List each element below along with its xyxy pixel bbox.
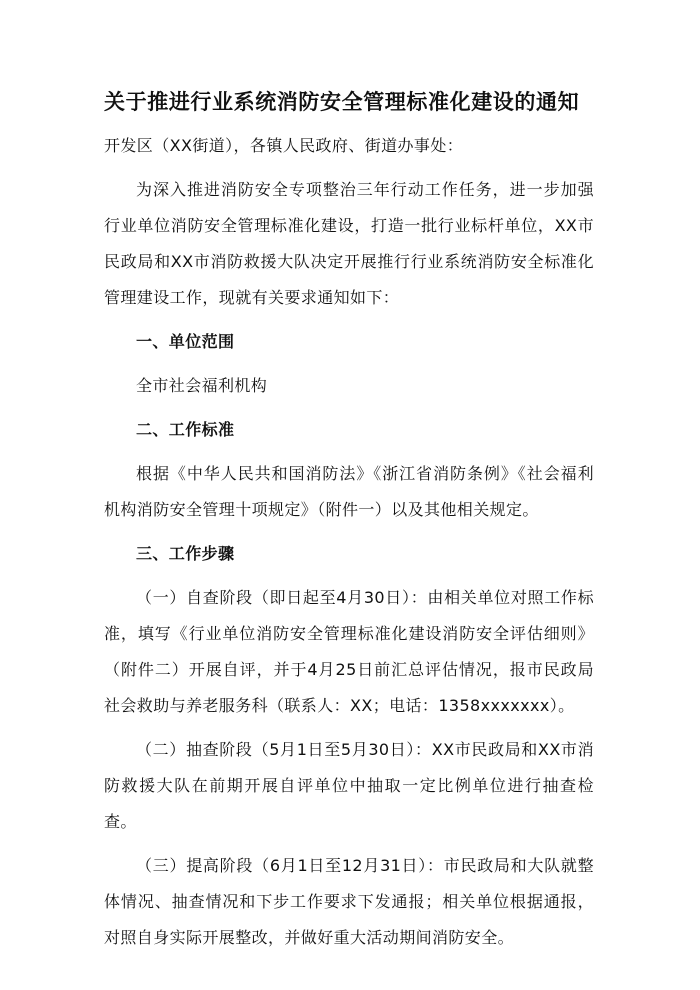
step-paragraph-improvement: （三）提高阶段（6月1日至12月31日）：市民政局和大队就整体情况、抽查情况和下步工作要求下发通报；相关单位根据通报，对照自身实际开展整改，并做好重大活动期间消防安全。 (104, 856, 594, 947)
document-body (104, 128, 594, 956)
document-title: 关于推进行业系统消防安全管理标准化建设的通知 (104, 90, 580, 114)
section-heading-scope: 一、单位范围 (136, 332, 235, 351)
section-heading-steps: 三、工作步骤 (136, 544, 235, 563)
section-heading-standard: 二、工作标准 (136, 420, 235, 439)
salutation: 开发区（XX街道），各镇人民政府、街道办事处： (104, 136, 464, 155)
step-paragraph-spot-check: （二）抽查阶段（5月1日至5月30日）：XX市民政局和XX市消防救援大队在前期开展自评单位中抽取一定比例单位进行抽查检查。 (104, 740, 594, 831)
section-paragraph-scope: 全市社会福利机构 (136, 376, 268, 395)
step-paragraph-self-check: （一）自查阶段（即日起至4月30日）：由相关单位对照工作标准，填写《行业单位消防安全管理标准化建设消防安全评估细则》（附件二）开展自评，并于4月25日前汇总评估情况，报市民政局社会救助与养老服务科（联系人：XX；电话：1358xxxxxxx）。 (104, 588, 594, 715)
section-paragraph-standard: 根据《中华人民共和国消防法》《浙江省消防条例》《社会福利机构消防安全管理十项规定》（附件一）以及其他相关规定。 (104, 464, 594, 519)
intro-paragraph: 为深入推进消防安全专项整治三年行动工作任务，进一步加强行业单位消防安全管理标准化建设，打造一批行业标杆单位，XX市民政局和XX市消防救援大队决定开展推行行业系统消防安全标准化管理建设工作，现就有关要求通知如下： (104, 180, 594, 307)
